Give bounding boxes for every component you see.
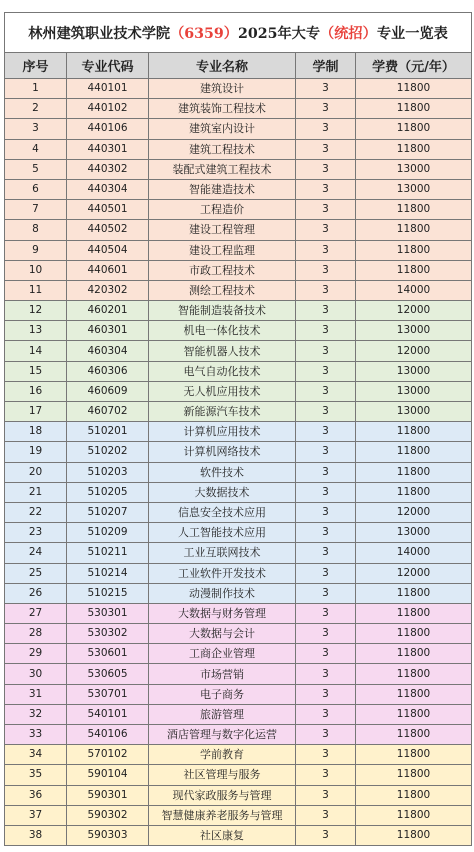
program-code: 460702 [67, 402, 149, 422]
table-title [5, 13, 472, 53]
program-name: 工程造价 [149, 200, 296, 220]
title-code: （6359） [170, 25, 238, 42]
program-fee: 11800 [356, 684, 472, 704]
program-table [4, 12, 472, 846]
program-code: 510205 [67, 482, 149, 502]
row-number: 16 [5, 381, 67, 401]
program-years: 3 [296, 422, 356, 442]
title-suffix: 专业一览表 [376, 25, 448, 42]
program-name: 信息安全技术应用 [149, 502, 296, 522]
table-row [5, 482, 472, 502]
program-fee: 11800 [356, 785, 472, 805]
program-years: 3 [296, 119, 356, 139]
table-row [5, 704, 472, 724]
table-row [5, 563, 472, 583]
program-code: 590303 [67, 825, 149, 845]
row-number: 3 [5, 119, 67, 139]
program-years: 3 [296, 745, 356, 765]
program-years: 3 [296, 825, 356, 845]
program-name: 旅游管理 [149, 704, 296, 724]
title-row [5, 13, 472, 53]
row-number: 22 [5, 502, 67, 522]
program-name: 智能建造技术 [149, 179, 296, 199]
table-row [5, 260, 472, 280]
row-number: 5 [5, 159, 67, 179]
table-row [5, 280, 472, 300]
program-fee: 11800 [356, 644, 472, 664]
title-school: 林州建筑职业技术学院 [28, 25, 171, 42]
program-code: 440301 [67, 139, 149, 159]
row-number: 26 [5, 583, 67, 603]
program-fee: 12000 [356, 563, 472, 583]
program-years: 3 [296, 321, 356, 341]
table-row [5, 402, 472, 422]
row-number: 18 [5, 422, 67, 442]
title-year: 2025年大专 [237, 25, 321, 42]
program-name: 工业软件开发技术 [149, 563, 296, 583]
program-years: 3 [296, 341, 356, 361]
program-code: 510209 [67, 523, 149, 543]
row-number: 31 [5, 684, 67, 704]
table-row [5, 361, 472, 381]
program-years: 3 [296, 402, 356, 422]
row-number: 9 [5, 240, 67, 260]
program-code: 530701 [67, 684, 149, 704]
program-code: 440106 [67, 119, 149, 139]
program-fee: 11800 [356, 422, 472, 442]
program-code: 510201 [67, 422, 149, 442]
program-years: 3 [296, 603, 356, 623]
program-fee: 11800 [356, 664, 472, 684]
program-code: 460304 [67, 341, 149, 361]
program-years: 3 [296, 381, 356, 401]
program-code: 510211 [67, 543, 149, 563]
row-number: 19 [5, 442, 67, 462]
program-name: 建设工程监理 [149, 240, 296, 260]
program-code: 530302 [67, 624, 149, 644]
program-code: 460306 [67, 361, 149, 381]
program-name: 酒店管理与数字化运营 [149, 725, 296, 745]
program-name: 大数据技术 [149, 482, 296, 502]
table-row [5, 785, 472, 805]
program-fee: 11800 [356, 583, 472, 603]
row-number: 21 [5, 482, 67, 502]
table-row [5, 725, 472, 745]
program-years: 3 [296, 462, 356, 482]
program-years: 3 [296, 765, 356, 785]
table-row [5, 523, 472, 543]
program-fee: 11800 [356, 725, 472, 745]
row-number: 36 [5, 785, 67, 805]
program-code: 530601 [67, 644, 149, 664]
table-row [5, 462, 472, 482]
row-number: 33 [5, 725, 67, 745]
program-code: 440502 [67, 220, 149, 240]
header-no: 序号 [5, 53, 67, 79]
row-number: 32 [5, 704, 67, 724]
program-fee: 11800 [356, 139, 472, 159]
program-fee: 13000 [356, 361, 472, 381]
program-years: 3 [296, 644, 356, 664]
program-fee: 11800 [356, 462, 472, 482]
program-code: 530301 [67, 603, 149, 623]
program-name: 大数据与会计 [149, 624, 296, 644]
program-name: 智慧健康养老服务与管理 [149, 805, 296, 825]
program-fee: 14000 [356, 543, 472, 563]
table-row [5, 765, 472, 785]
row-number: 17 [5, 402, 67, 422]
program-years: 3 [296, 583, 356, 603]
program-name: 装配式建筑工程技术 [149, 159, 296, 179]
program-code: 440304 [67, 179, 149, 199]
program-code: 440601 [67, 260, 149, 280]
program-fee: 11800 [356, 745, 472, 765]
row-number: 14 [5, 341, 67, 361]
program-fee: 13000 [356, 523, 472, 543]
program-name: 社区管理与服务 [149, 765, 296, 785]
program-code: 510215 [67, 583, 149, 603]
program-code: 440501 [67, 200, 149, 220]
program-name: 智能机器人技术 [149, 341, 296, 361]
table-row [5, 341, 472, 361]
table-row [5, 159, 472, 179]
table-row [5, 684, 472, 704]
program-name: 大数据与财务管理 [149, 603, 296, 623]
row-number: 11 [5, 280, 67, 300]
program-fee: 11800 [356, 603, 472, 623]
row-number: 7 [5, 200, 67, 220]
row-number: 35 [5, 765, 67, 785]
row-number: 8 [5, 220, 67, 240]
program-code: 510207 [67, 502, 149, 522]
program-code: 510202 [67, 442, 149, 462]
program-years: 3 [296, 99, 356, 119]
program-fee: 11800 [356, 704, 472, 724]
row-number: 28 [5, 624, 67, 644]
program-code: 540101 [67, 704, 149, 724]
program-name: 新能源汽车技术 [149, 402, 296, 422]
program-fee: 14000 [356, 280, 472, 300]
program-name: 计算机应用技术 [149, 422, 296, 442]
program-code: 460609 [67, 381, 149, 401]
row-number: 27 [5, 603, 67, 623]
row-number: 4 [5, 139, 67, 159]
table-row [5, 624, 472, 644]
table-row [5, 825, 472, 845]
program-years: 3 [296, 664, 356, 684]
program-code: 530605 [67, 664, 149, 684]
program-name: 电气自动化技术 [149, 361, 296, 381]
program-years: 3 [296, 684, 356, 704]
row-number: 10 [5, 260, 67, 280]
row-number: 30 [5, 664, 67, 684]
program-fee: 11800 [356, 624, 472, 644]
row-number: 29 [5, 644, 67, 664]
row-number: 23 [5, 523, 67, 543]
program-name: 建设工程管理 [149, 220, 296, 240]
program-code: 460201 [67, 301, 149, 321]
table-row [5, 745, 472, 765]
program-code: 440102 [67, 99, 149, 119]
table-row [5, 805, 472, 825]
program-code: 440101 [67, 79, 149, 99]
table-row [5, 321, 472, 341]
row-number: 25 [5, 563, 67, 583]
program-code: 540106 [67, 725, 149, 745]
table-row [5, 422, 472, 442]
program-code: 570102 [67, 745, 149, 765]
program-name: 工商企业管理 [149, 644, 296, 664]
program-code: 590104 [67, 765, 149, 785]
header-name: 专业名称 [149, 53, 296, 79]
program-name: 建筑装饰工程技术 [149, 99, 296, 119]
program-name: 人工智能技术应用 [149, 523, 296, 543]
program-list-document [4, 12, 471, 846]
program-fee: 11800 [356, 442, 472, 462]
program-years: 3 [296, 704, 356, 724]
program-years: 3 [296, 785, 356, 805]
program-fee: 13000 [356, 179, 472, 199]
program-years: 3 [296, 79, 356, 99]
program-code: 440504 [67, 240, 149, 260]
program-fee: 11800 [356, 260, 472, 280]
program-fee: 11800 [356, 825, 472, 845]
program-name: 社区康复 [149, 825, 296, 845]
program-fee: 11800 [356, 79, 472, 99]
program-name: 机电一体化技术 [149, 321, 296, 341]
program-years: 3 [296, 442, 356, 462]
program-code: 510214 [67, 563, 149, 583]
program-code: 590302 [67, 805, 149, 825]
program-name: 建筑室内设计 [149, 119, 296, 139]
program-fee: 11800 [356, 119, 472, 139]
program-name: 智能制造装备技术 [149, 301, 296, 321]
table-row [5, 442, 472, 462]
program-years: 3 [296, 563, 356, 583]
table-row [5, 99, 472, 119]
program-name: 软件技术 [149, 462, 296, 482]
program-code: 510203 [67, 462, 149, 482]
row-number: 6 [5, 179, 67, 199]
table-row [5, 381, 472, 401]
table-row [5, 119, 472, 139]
program-code: 460301 [67, 321, 149, 341]
program-years: 3 [296, 624, 356, 644]
program-fee: 11800 [356, 220, 472, 240]
program-fee: 11800 [356, 765, 472, 785]
program-fee: 11800 [356, 805, 472, 825]
table-row [5, 301, 472, 321]
table-row [5, 139, 472, 159]
row-number: 20 [5, 462, 67, 482]
program-fee: 13000 [356, 321, 472, 341]
program-name: 计算机网络技术 [149, 442, 296, 462]
program-name: 建筑设计 [149, 79, 296, 99]
program-years: 3 [296, 159, 356, 179]
program-fee: 11800 [356, 99, 472, 119]
program-code: 440302 [67, 159, 149, 179]
program-code: 420302 [67, 280, 149, 300]
program-years: 3 [296, 260, 356, 280]
row-number: 13 [5, 321, 67, 341]
program-years: 3 [296, 200, 356, 220]
program-name: 测绘工程技术 [149, 280, 296, 300]
table-row [5, 179, 472, 199]
program-name: 学前教育 [149, 745, 296, 765]
program-years: 3 [296, 361, 356, 381]
table-row [5, 543, 472, 563]
table-row [5, 644, 472, 664]
program-years: 3 [296, 240, 356, 260]
program-name: 市场营销 [149, 664, 296, 684]
program-fee: 12000 [356, 301, 472, 321]
table-body [5, 79, 472, 846]
program-years: 3 [296, 220, 356, 240]
table-row [5, 664, 472, 684]
header-row [5, 53, 472, 79]
header-code: 专业代码 [67, 53, 149, 79]
row-number: 37 [5, 805, 67, 825]
row-number: 24 [5, 543, 67, 563]
program-years: 3 [296, 523, 356, 543]
program-years: 3 [296, 280, 356, 300]
program-name: 电子商务 [149, 684, 296, 704]
row-number: 38 [5, 825, 67, 845]
program-code: 590301 [67, 785, 149, 805]
table-row [5, 79, 472, 99]
row-number: 15 [5, 361, 67, 381]
row-number: 1 [5, 79, 67, 99]
program-name: 市政工程技术 [149, 260, 296, 280]
table-row [5, 220, 472, 240]
program-fee: 13000 [356, 159, 472, 179]
table-row [5, 502, 472, 522]
program-years: 3 [296, 482, 356, 502]
table-row [5, 240, 472, 260]
program-fee: 11800 [356, 482, 472, 502]
program-years: 3 [296, 543, 356, 563]
program-fee: 12000 [356, 502, 472, 522]
program-years: 3 [296, 725, 356, 745]
program-name: 工业互联网技术 [149, 543, 296, 563]
program-years: 3 [296, 805, 356, 825]
table-row [5, 583, 472, 603]
program-fee: 11800 [356, 240, 472, 260]
row-number: 34 [5, 745, 67, 765]
table-row [5, 200, 472, 220]
program-years: 3 [296, 139, 356, 159]
program-fee: 12000 [356, 341, 472, 361]
table-row [5, 603, 472, 623]
program-name: 现代家政服务与管理 [149, 785, 296, 805]
row-number: 12 [5, 301, 67, 321]
program-name: 建筑工程技术 [149, 139, 296, 159]
row-number: 2 [5, 99, 67, 119]
header-fee: 学费（元/年） [356, 53, 472, 79]
program-years: 3 [296, 502, 356, 522]
program-name: 动漫制作技术 [149, 583, 296, 603]
program-years: 3 [296, 179, 356, 199]
title-type: （统招） [320, 25, 377, 42]
program-name: 无人机应用技术 [149, 381, 296, 401]
program-fee: 13000 [356, 402, 472, 422]
program-fee: 11800 [356, 200, 472, 220]
program-years: 3 [296, 301, 356, 321]
header-years: 学制 [296, 53, 356, 79]
program-fee: 13000 [356, 381, 472, 401]
